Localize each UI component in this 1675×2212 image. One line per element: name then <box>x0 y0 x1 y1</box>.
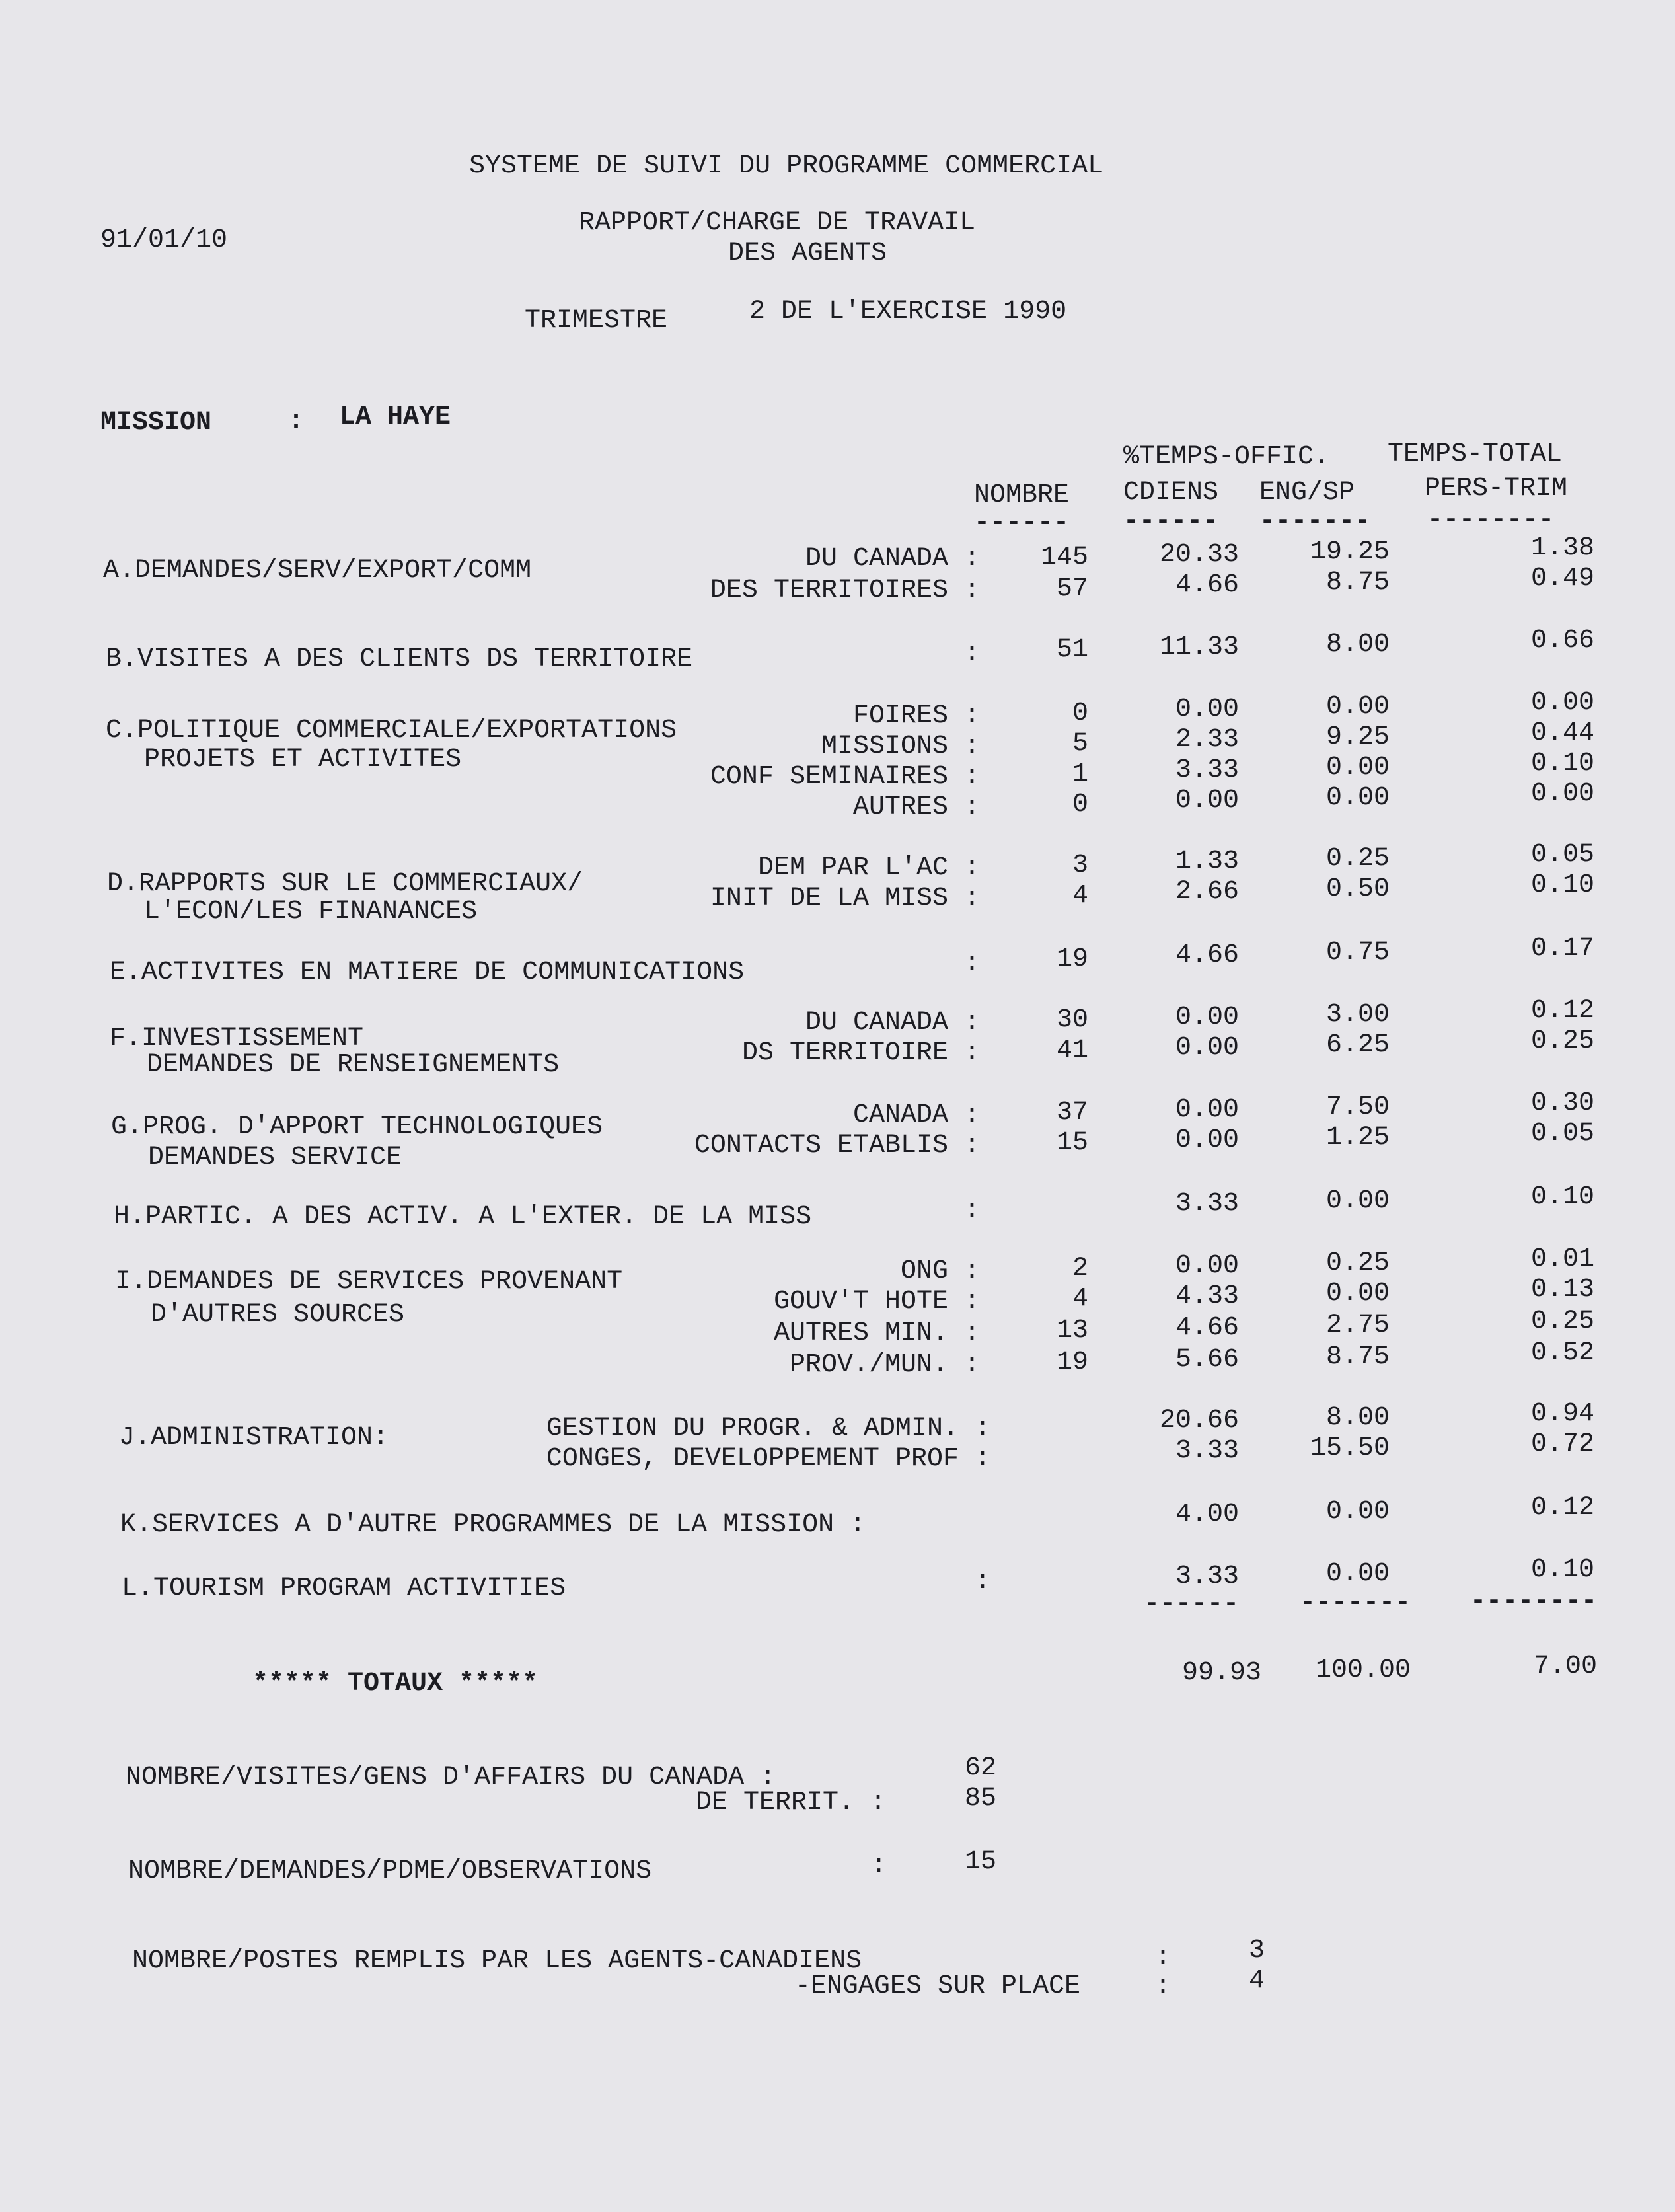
section-c-row-1-pers: 0.00 <box>1530 688 1594 718</box>
section-i-row-3-engsp: 2.75 <box>1325 1311 1390 1340</box>
col-rule-engsp: ------- <box>1259 507 1371 537</box>
section-k-row-1-pers: 0.12 <box>1530 1493 1594 1523</box>
section-i-row-1-cdiens: 0.00 <box>1175 1251 1239 1281</box>
section-c-row-1-label: FOIRES : <box>852 701 980 731</box>
section-d-row-1-label: DEM PAR L'AC : <box>757 853 980 883</box>
section-f-row-2-engsp: 6.25 <box>1325 1030 1390 1060</box>
section-i-row-4-label: PROV./MUN. : <box>789 1350 980 1380</box>
footer-engages-label: -ENGAGES SUR PLACE <box>794 1971 1080 2001</box>
mission-value: LA HAYE <box>340 402 451 432</box>
trimestre-label: TRIMESTRE <box>525 306 668 336</box>
section-i-row-1-engsp: 0.25 <box>1325 1248 1390 1278</box>
section-j-row-1-label: GESTION DU PROGR. & ADMIN. : <box>546 1414 990 1443</box>
section-c-row-2-pers: 0.44 <box>1530 718 1594 748</box>
totals-label: ***** TOTAUX ***** <box>252 1669 539 1698</box>
report-title: SYSTEME DE SUIVI DU PROGRAMME COMMERCIAL <box>469 151 1104 181</box>
footer-visites-label: NOMBRE/VISITES/GENS D'AFFAIRS DU CANADA : <box>126 1763 776 1792</box>
section-l-row-1-engsp: 0.00 <box>1325 1559 1390 1589</box>
footer-postes-canadiens: 3 <box>1249 1936 1265 1965</box>
totals-rule-engsp: ------- <box>1299 1588 1411 1618</box>
trimestre-value: 2 DE L'EXERCISE 1990 <box>749 297 1067 326</box>
section-f-title: F.INVESTISSEMENT <box>110 1024 364 1053</box>
section-l-title: L.TOURISM PROGRAM ACTIVITIES <box>122 1574 566 1603</box>
section-e-row-1-cdiens: 4.66 <box>1175 940 1239 970</box>
section-c-row-4-label: AUTRES : <box>852 792 980 822</box>
section-c-row-1-nombre: 0 <box>1072 699 1088 728</box>
section-g-row-1-pers: 0.30 <box>1530 1088 1594 1118</box>
section-i-row-2-nombre: 4 <box>1072 1284 1088 1314</box>
section-d-row-1-engsp: 0.25 <box>1325 844 1390 874</box>
section-g-title-2: DEMANDES SERVICE <box>148 1143 402 1172</box>
section-f-row-1-label: DU CANADA : <box>805 1008 980 1038</box>
section-c-row-4-pers: 0.00 <box>1530 779 1594 809</box>
section-g-row-1-nombre: 37 <box>1056 1098 1088 1127</box>
col-header-temps-total: TEMPS-TOTAL <box>1388 439 1563 469</box>
footer-demandes-value: 15 <box>965 1847 997 1877</box>
col-rule-nombre: ------ <box>974 508 1070 538</box>
section-i-row-3-nombre: 13 <box>1056 1316 1088 1346</box>
section-j-row-1-pers: 0.94 <box>1530 1399 1594 1429</box>
section-e-title: E.ACTIVITES EN MATIERE DE COMMUNICATIONS <box>110 958 745 987</box>
section-d-row-2-cdiens: 2.66 <box>1175 877 1239 907</box>
section-c-row-3-cdiens: 3.33 <box>1175 755 1239 785</box>
section-j-title: J.ADMINISTRATION: <box>119 1423 389 1453</box>
section-a-title: A.DEMANDES/SERV/EXPORT/COMM <box>103 556 532 586</box>
footer-postes-label: NOMBRE/POSTES REMPLIS PAR LES AGENTS-CANADIENS <box>132 1946 862 1976</box>
section-a-row-2-cdiens: 4.66 <box>1175 570 1239 600</box>
section-f-row-1-nombre: 30 <box>1056 1005 1088 1035</box>
section-l-row-1-cdiens: 3.33 <box>1175 1562 1239 1591</box>
section-i-row-2-pers: 0.13 <box>1530 1275 1594 1305</box>
section-g-row-1-label: CANADA : <box>852 1100 980 1130</box>
section-c-title-2: PROJETS ET ACTIVITES <box>144 745 462 775</box>
section-b-row-1-label: : <box>963 639 980 669</box>
section-c-row-4-nombre: 0 <box>1072 790 1088 820</box>
section-d-row-1-pers: 0.05 <box>1530 840 1594 870</box>
section-a-row-1-label: DU CANADA : <box>805 544 980 574</box>
section-i-row-3-pers: 0.25 <box>1530 1307 1594 1336</box>
col-header-nombre: NOMBRE <box>974 480 1070 510</box>
section-c-row-4-cdiens: 0.00 <box>1175 786 1239 816</box>
totals-engsp: 100.00 <box>1315 1656 1411 1685</box>
section-f-title-2: DEMANDES DE RENSEIGNEMENTS <box>147 1050 560 1080</box>
section-d-title: D.RAPPORTS SUR LE COMMERCIAUX/ <box>107 869 583 899</box>
totals-rule-pers: -------- <box>1470 1587 1597 1617</box>
section-d-row-2-nombre: 4 <box>1072 881 1088 911</box>
section-b-row-1-cdiens: 11.33 <box>1159 632 1239 662</box>
section-i-row-4-engsp: 8.75 <box>1325 1342 1390 1372</box>
section-g-row-2-label: CONTACTS ETABLIS : <box>694 1131 980 1161</box>
section-h-row-1-pers: 0.10 <box>1530 1182 1594 1212</box>
mission-separator: : <box>288 406 305 436</box>
section-g-row-2-engsp: 1.25 <box>1325 1123 1390 1153</box>
section-g-row-2-cdiens: 0.00 <box>1175 1125 1239 1155</box>
section-c-row-2-label: MISSIONS : <box>821 732 980 761</box>
section-d-row-1-cdiens: 1.33 <box>1175 847 1239 876</box>
section-j-row-1-engsp: 8.00 <box>1325 1403 1390 1433</box>
section-e-row-1-engsp: 0.75 <box>1325 938 1390 968</box>
section-a-row-1-pers: 1.38 <box>1530 533 1594 563</box>
section-l-row-1-label: : <box>974 1567 990 1597</box>
col-header-cdiens: CDIENS <box>1123 478 1219 508</box>
section-i-row-4-nombre: 19 <box>1056 1348 1088 1377</box>
section-g-row-2-nombre: 15 <box>1056 1128 1088 1158</box>
section-a-row-1-nombre: 145 <box>1040 543 1088 572</box>
section-c-row-3-label: CONF SEMINAIRES : <box>710 762 980 792</box>
section-g-row-1-cdiens: 0.00 <box>1175 1095 1239 1125</box>
section-j-row-2-engsp: 15.50 <box>1310 1433 1390 1463</box>
mission-label: MISSION <box>100 408 212 438</box>
section-i-row-3-cdiens: 4.66 <box>1175 1313 1239 1343</box>
section-i-row-4-cdiens: 5.66 <box>1175 1345 1239 1375</box>
section-i-row-2-cdiens: 4.33 <box>1175 1281 1239 1311</box>
col-header-pers-trim: PERS-TRIM <box>1425 474 1568 504</box>
section-h-row-1-engsp: 0.00 <box>1325 1186 1390 1216</box>
section-a-row-1-engsp: 19.25 <box>1310 537 1390 567</box>
section-g-title: G.PROG. D'APPORT TECHNOLOGIQUES <box>111 1112 603 1142</box>
section-h-row-1-label: : <box>963 1196 980 1225</box>
col-header-engsp: ENG/SP <box>1259 478 1355 508</box>
report-subtitle-1: RAPPORT/CHARGE DE TRAVAIL <box>579 208 976 238</box>
section-e-row-1-pers: 0.17 <box>1530 934 1594 964</box>
section-i-title: I.DEMANDES DE SERVICES PROVENANT <box>115 1267 623 1297</box>
footer-demandes-sep: : <box>871 1851 887 1881</box>
section-i-title-2: D'AUTRES SOURCES <box>151 1300 405 1330</box>
section-j-row-2-label: CONGES, DEVELOPPEMENT PROF : <box>546 1444 990 1474</box>
report-subtitle-2: DES AGENTS <box>728 239 887 268</box>
section-c-row-2-cdiens: 2.33 <box>1175 725 1239 755</box>
section-b-row-1-nombre: 51 <box>1056 635 1088 665</box>
totals-rule-cdiens: ------ <box>1143 1589 1239 1619</box>
section-c-row-1-cdiens: 0.00 <box>1175 695 1239 724</box>
section-b-row-1-pers: 0.66 <box>1530 626 1594 656</box>
col-header-temps-offic: %TEMPS-OFFIC. <box>1123 442 1330 472</box>
section-i-row-2-label: GOUV'T HOTE : <box>773 1287 980 1316</box>
section-d-title-2: L'ECON/LES FINANANCES <box>144 897 478 927</box>
section-b-row-1-engsp: 8.00 <box>1325 630 1390 660</box>
section-a-row-2-engsp: 8.75 <box>1325 568 1390 597</box>
section-a-row-2-label: DES TERRITOIRES : <box>710 576 980 605</box>
section-i-row-3-label: AUTRES MIN. : <box>773 1318 980 1348</box>
footer-territ-label: DE TERRIT. : <box>695 1788 886 1817</box>
section-j-row-1-cdiens: 20.66 <box>1159 1406 1239 1435</box>
section-c-row-4-engsp: 0.00 <box>1325 783 1390 813</box>
footer-postes-engages: 4 <box>1249 1966 1265 1996</box>
section-f-row-1-cdiens: 0.00 <box>1175 1003 1239 1032</box>
footer-visites-canada: 62 <box>965 1753 997 1783</box>
section-i-row-2-engsp: 0.00 <box>1325 1279 1390 1309</box>
section-i-row-1-label: ONG : <box>900 1256 980 1286</box>
section-d-row-2-engsp: 0.50 <box>1325 874 1390 904</box>
section-f-row-2-nombre: 41 <box>1056 1036 1088 1065</box>
section-a-row-2-pers: 0.49 <box>1530 564 1594 593</box>
section-c-row-3-nombre: 1 <box>1072 759 1088 789</box>
section-h-title: H.PARTIC. A DES ACTIV. A L'EXTER. DE LA MISS <box>114 1202 812 1232</box>
footer-postes-sep-2: : <box>1155 1971 1172 2001</box>
col-rule-pers: -------- <box>1427 506 1555 535</box>
section-b-title: B.VISITES A DES CLIENTS DS TERRITOIRE <box>106 644 693 674</box>
section-f-row-2-pers: 0.25 <box>1530 1026 1594 1056</box>
section-k-title: K.SERVICES A D'AUTRE PROGRAMMES DE LA MISSION : <box>120 1510 866 1540</box>
section-k-row-1-engsp: 0.00 <box>1325 1497 1390 1527</box>
section-e-row-1-nombre: 19 <box>1056 944 1088 974</box>
section-i-row-4-pers: 0.52 <box>1530 1338 1594 1368</box>
section-a-row-2-nombre: 57 <box>1056 574 1088 604</box>
totals-pers: 7.00 <box>1533 1652 1597 1681</box>
totals-cdiens: 99.93 <box>1181 1658 1261 1688</box>
section-k-row-1-cdiens: 4.00 <box>1175 1500 1239 1529</box>
section-c-row-3-engsp: 0.00 <box>1325 753 1390 782</box>
section-l-row-1-pers: 0.10 <box>1530 1555 1594 1585</box>
section-c-row-2-nombre: 5 <box>1072 729 1088 759</box>
section-c-row-1-engsp: 0.00 <box>1325 692 1390 722</box>
section-c-title: C.POLITIQUE COMMERCIALE/EXPORTATIONS <box>106 716 677 745</box>
report-date: 91/01/10 <box>100 225 228 255</box>
section-f-row-2-label: DS TERRITOIRE : <box>741 1038 980 1068</box>
section-d-row-2-label: INIT DE LA MISS : <box>710 884 980 913</box>
section-c-row-2-engsp: 9.25 <box>1325 722 1390 752</box>
section-i-row-1-pers: 0.01 <box>1530 1244 1594 1274</box>
section-f-row-2-cdiens: 0.00 <box>1175 1033 1239 1063</box>
section-a-row-1-cdiens: 20.33 <box>1159 540 1239 570</box>
section-f-row-1-pers: 0.12 <box>1530 996 1594 1026</box>
section-h-row-1-cdiens: 3.33 <box>1175 1189 1239 1219</box>
section-e-row-1-label: : <box>963 948 980 978</box>
section-j-row-2-pers: 0.72 <box>1530 1430 1594 1459</box>
footer-visites-territ: 85 <box>965 1784 997 1813</box>
section-i-row-1-nombre: 2 <box>1072 1254 1088 1283</box>
section-d-row-2-pers: 0.10 <box>1530 870 1594 900</box>
section-j-row-2-cdiens: 3.33 <box>1175 1436 1239 1466</box>
section-g-row-1-engsp: 7.50 <box>1325 1092 1390 1122</box>
section-d-row-1-nombre: 3 <box>1072 851 1088 880</box>
section-g-row-2-pers: 0.05 <box>1530 1119 1594 1149</box>
section-c-row-3-pers: 0.10 <box>1530 749 1594 779</box>
section-f-row-1-engsp: 3.00 <box>1325 1000 1390 1030</box>
footer-demandes-label: NOMBRE/DEMANDES/PDME/OBSERVATIONS <box>128 1856 652 1886</box>
footer-postes-sep-1: : <box>1155 1942 1172 1972</box>
col-rule-cdiens: ------ <box>1123 507 1219 537</box>
